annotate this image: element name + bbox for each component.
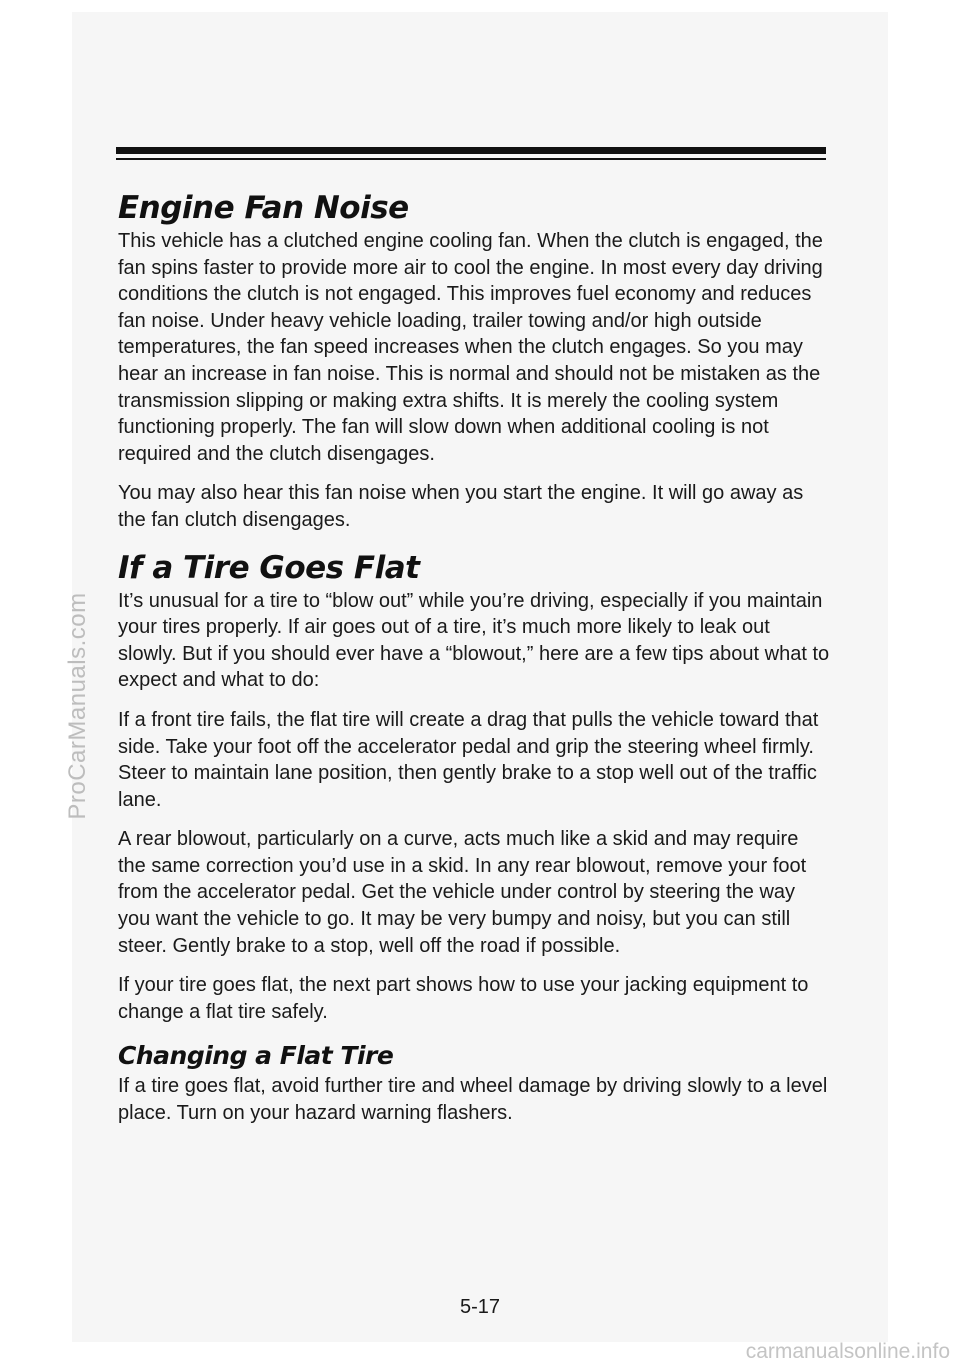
watermark-bottom: carmanualsonline.info [745, 1340, 950, 1363]
paragraph-changing-flat-1: If a tire goes flat, avoid further tire and wheel damage by driving slowly to a level place. Turn on your hazard warning flashers. [118, 1075, 828, 1125]
page-number: 5-17 [459, 1296, 501, 1318]
paragraph-tire-flat-3: A rear blowout, particularly on a curve, acts much like a skid and may require the same correction you’d use in a skid. In any rear blowout, remove your foot from the accelerator pedal. Get the vehicle under control by steering the way you want the vehicle to go. It may be very bumpy and noisy, but you can still steer. Gently brake to a stop, well off the road if possible. [118, 828, 807, 957]
heading-changing-a-flat-tire: Changing a Flat Tire [118, 1041, 394, 1071]
header-rule [116, 147, 826, 154]
watermark-side: ProCarManuals.com [64, 592, 91, 820]
heading-engine-fan-noise: Engine Fan Noise [118, 190, 409, 226]
paragraph-tire-flat-1: It’s unusual for a tire to “blow out” while you’re driving, especially if you maintain your tires properly. If air goes out of a tire, it’s much more likely to leak out slowly. But if you should ever have a “blowout,” here are a few tips about what to expect and what to do: [118, 589, 830, 692]
paragraph-tire-flat-4: If your tire goes flat, the next part shows how to use your jacking equipment to change a flat tire safely. [118, 974, 809, 1023]
paragraph-fan-noise-2: You may also hear this fan noise when you start the engine. It will go away as the fan clutch disengages. [118, 482, 804, 531]
paragraph-tire-flat-2: If a front tire fails, the flat tire will create a drag that pulls the vehicle toward that side. Take your foot off the accelerator pedal and grip the steering wheel firmly. Steer to maintain lane position, then gently brake to a stop well out of the traffic lane. [118, 708, 819, 811]
page-content [118, 188, 830, 1127]
heading-if-a-tire-goes-flat: If a Tire Goes Flat [118, 549, 420, 586]
paragraph-fan-noise-1: This vehicle has a clutched engine cooling fan. When the clutch is engaged, the fan spins faster to provide more air to cool the engine. In most every day driving conditions the clutch is not engaged. This improves fuel economy and reduces fan noise. Under heavy vehicle loading, trailer towing and/or high outside temperatures, the fan speed increases when the clutch engages. So you may hear an increase in fan noise. This is normal and should not be mistaken as the transmission slipping or making extra shifts. It is merely the cooling system functioning properly. The fan will slow down when additional cooling is not required and the clutch disengages. [118, 230, 823, 465]
header-rule-thin [116, 158, 826, 160]
